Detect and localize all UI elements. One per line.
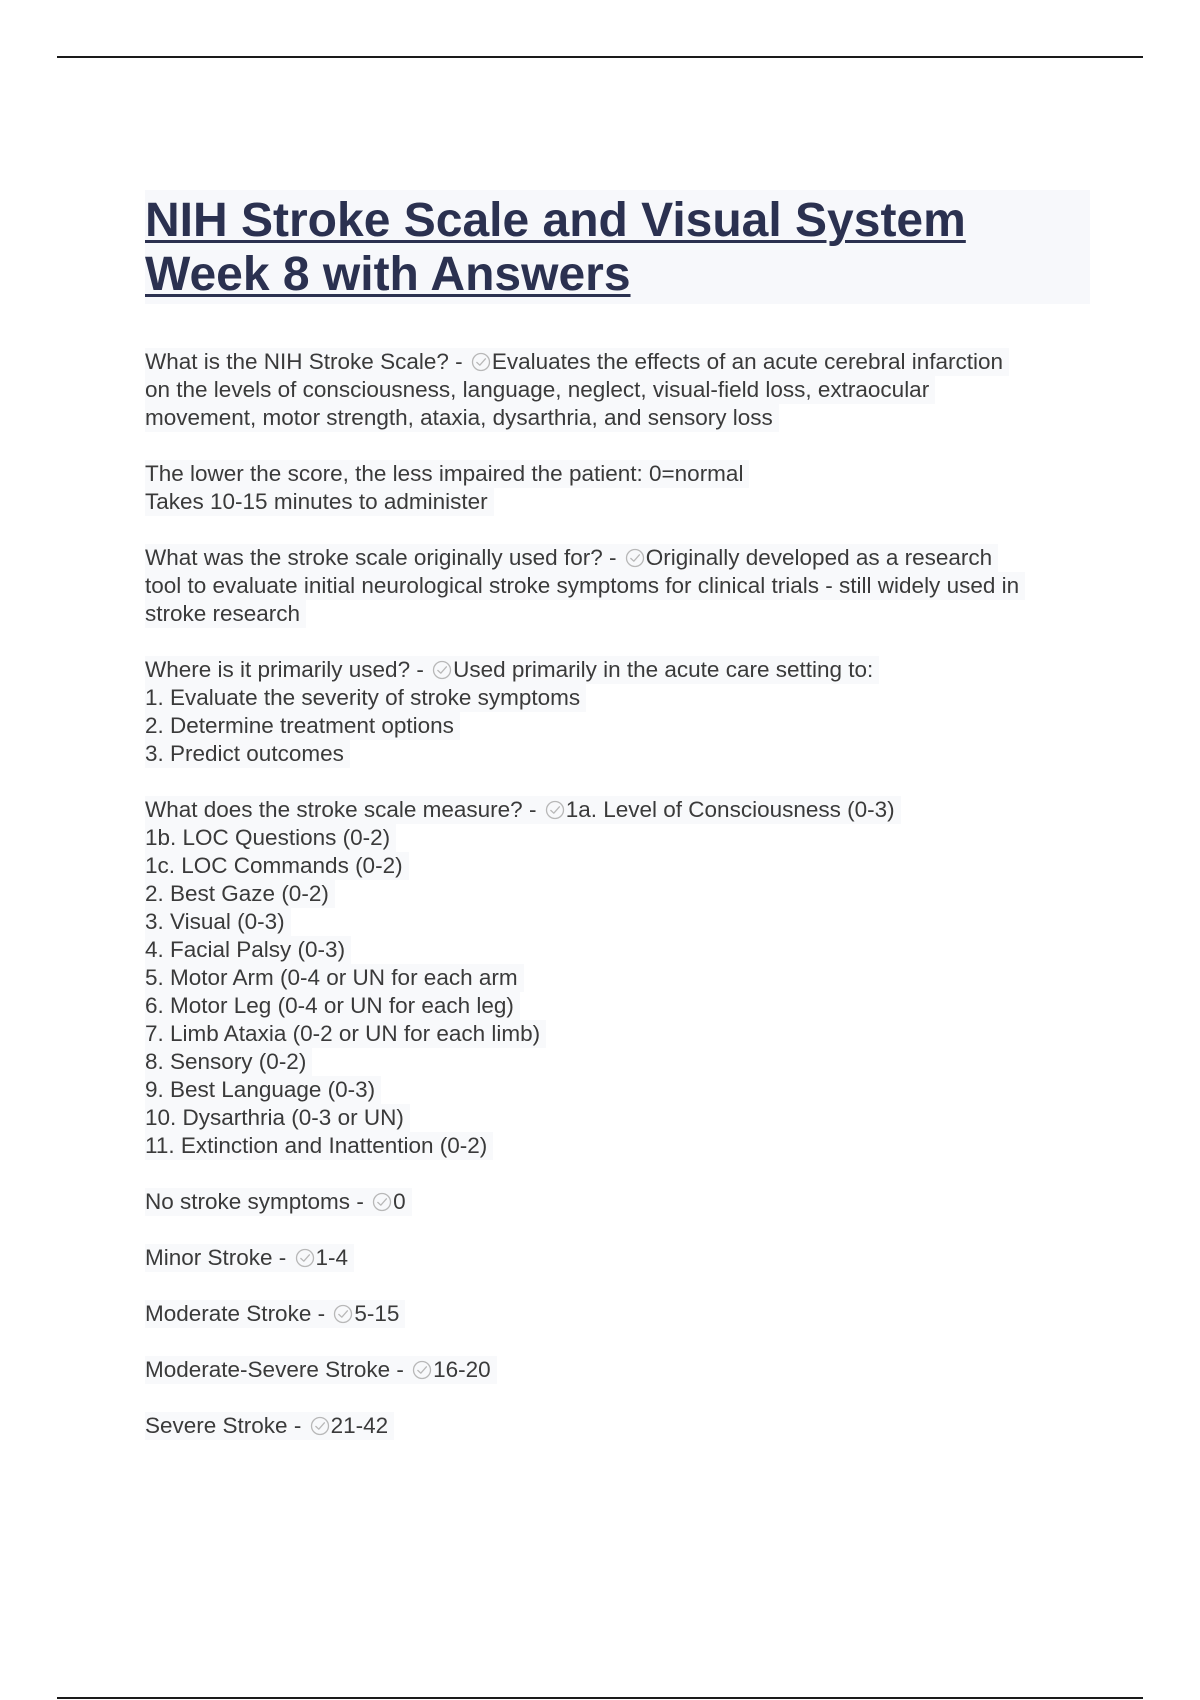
line-text [145,936,351,964]
question-text: No stroke symptoms [145,1189,351,1214]
qa-item [145,1244,1090,1272]
line-text [145,1188,412,1216]
check-circle-icon [310,1416,330,1436]
title-line-2: Week 8 with Answers [145,248,631,301]
line-text [145,740,350,768]
line-text [145,992,520,1020]
check-circle-icon [372,1192,392,1212]
answer-line [145,992,1090,1020]
answer-text: 2. Determine treatment options [145,713,454,738]
answer-text: 8. Sensory (0-2) [145,1049,307,1074]
qa-item [145,460,1090,516]
note-text: Takes 10-15 minutes to administer [145,488,494,516]
answer-text: movement, motor strength, ataxia, dysarthria, and sensory loss [145,405,773,430]
line-text [145,600,306,628]
answer-line [145,824,1090,852]
line-text [145,544,998,572]
line-text [145,404,779,432]
answer-line [145,684,1090,712]
answer-text: Used primarily in the acute care setting to: [453,657,874,682]
line-text [145,348,1009,376]
answer-text: 6. Motor Leg (0-4 or UN for each leg) [145,993,514,1018]
answer-line [145,1104,1090,1132]
answer-text: 0 [393,1189,406,1214]
answer-line [145,880,1090,908]
answer-line [145,936,1090,964]
answer-line [145,1020,1090,1048]
line-text [145,684,586,712]
answer-text: 11. Extinction and Inattention (0-2) [145,1133,488,1158]
answer-text: stroke research [145,601,301,626]
answer-text: 1. Evaluate the severity of stroke symptoms [145,685,581,710]
qa-item [145,1412,1090,1440]
answer-line [145,908,1090,936]
answer-text: 9. Best Language (0-3) [145,1077,376,1102]
line-text [145,712,460,740]
document-body [145,190,1090,1468]
check-circle-icon [295,1248,315,1268]
line-text [145,824,396,852]
line-text [145,796,901,824]
line-text [145,656,879,684]
line-text [145,1356,497,1384]
question-text: Minor Stroke [145,1245,273,1270]
question-line [145,1188,1090,1216]
question-text: What was the stroke scale originally used for? [145,545,603,570]
answer-text: 2. Best Gaze (0-2) [145,881,329,906]
answer-text: 4. Facial Palsy (0-3) [145,937,346,962]
answer-line [145,964,1090,992]
header-rule [57,56,1143,58]
answer-line [145,1132,1090,1160]
question-line [145,1356,1090,1384]
question-line [145,1300,1090,1328]
answer-line [145,740,1090,768]
answer-text: 16-20 [433,1357,491,1382]
answer-text: 21-42 [330,1413,389,1438]
answer-text: on the levels of consciousness, language, neglect, visual-field loss, extraocular [145,377,930,402]
qa-item [145,656,1090,768]
separator: - [522,797,543,822]
note-line [145,460,1090,488]
check-circle-icon [333,1304,353,1324]
question-text: Moderate Stroke [145,1301,312,1326]
qa-item [145,1356,1090,1384]
answer-line [145,600,1090,628]
separator: - [602,545,623,570]
qa-item [145,796,1090,1160]
line-text [145,376,935,404]
answer-line [145,404,1090,432]
check-circle-icon [471,352,491,372]
question-line [145,656,1090,684]
line-text [145,1300,405,1328]
answer-text: 1b. LOC Questions (0-2) [145,825,391,850]
qa-item [145,544,1090,628]
note-text: The lower the score, the less impaired the patient: 0=normal [145,460,749,488]
line-text [145,1020,546,1048]
line-text [145,572,1025,600]
answer-text: 5. Motor Arm (0-4 or UN for each arm [145,965,518,990]
line-text [145,1132,493,1160]
page-title [145,194,1090,302]
qa-list [145,348,1090,1440]
answer-line [145,712,1090,740]
qa-item [145,348,1090,432]
answer-text: tool to evaluate initial neurological stroke symptoms for clinical trials - still widely used in [145,573,1020,598]
answer-line [145,1076,1090,1104]
separator: - [311,1301,332,1326]
question-line [145,1412,1090,1440]
line-text [145,1048,312,1076]
line-text [145,964,524,992]
answer-text: Originally developed as a research [645,545,993,570]
line-text [145,908,291,936]
line-text [145,852,409,880]
question-text: Moderate-Severe Stroke [145,1357,391,1382]
title-block [145,190,1090,304]
answer-line [145,572,1090,600]
qa-item [145,1300,1090,1328]
qa-item [145,1188,1090,1216]
question-line [145,796,1090,824]
answer-text: 3. Predict outcomes [145,741,344,766]
question-text: What is the NIH Stroke Scale? [145,349,449,374]
answer-text: 1a. Level of Consciousness (0-3) [565,797,895,822]
answer-line [145,1048,1090,1076]
answer-line [145,376,1090,404]
check-circle-icon [432,660,452,680]
answer-line [145,852,1090,880]
answer-text: 5-15 [354,1301,400,1326]
question-line [145,1244,1090,1272]
question-text: What does the stroke scale measure? [145,797,523,822]
question-text: Where is it primarily used? [145,657,411,682]
line-text [145,880,335,908]
answer-text: Evaluates the effects of an acute cerebral infarction [491,349,1004,374]
note-line [145,488,1090,516]
answer-text: 1c. LOC Commands (0-2) [145,853,403,878]
line-text [145,1412,394,1440]
check-circle-icon [412,1360,432,1380]
answer-text: 10. Dysarthria (0-3 or UN) [145,1105,404,1130]
check-circle-icon [545,800,565,820]
answer-text: 7. Limb Ataxia (0-2 or UN for each limb) [145,1021,541,1046]
question-line [145,544,1090,572]
line-text [145,1076,381,1104]
separator: - [448,349,469,374]
title-line-1: NIH Stroke Scale and Visual System [145,194,966,247]
separator: - [410,657,431,682]
answer-text: 1-4 [315,1245,349,1270]
separator: - [287,1413,308,1438]
question-line [145,348,1090,376]
separator: - [272,1245,293,1270]
answer-text: 3. Visual (0-3) [145,909,285,934]
separator: - [390,1357,411,1382]
line-text [145,1244,354,1272]
separator: - [350,1189,371,1214]
question-text: Severe Stroke [145,1413,288,1438]
line-text [145,1104,410,1132]
footer-rule [57,1697,1143,1699]
check-circle-icon [625,548,645,568]
